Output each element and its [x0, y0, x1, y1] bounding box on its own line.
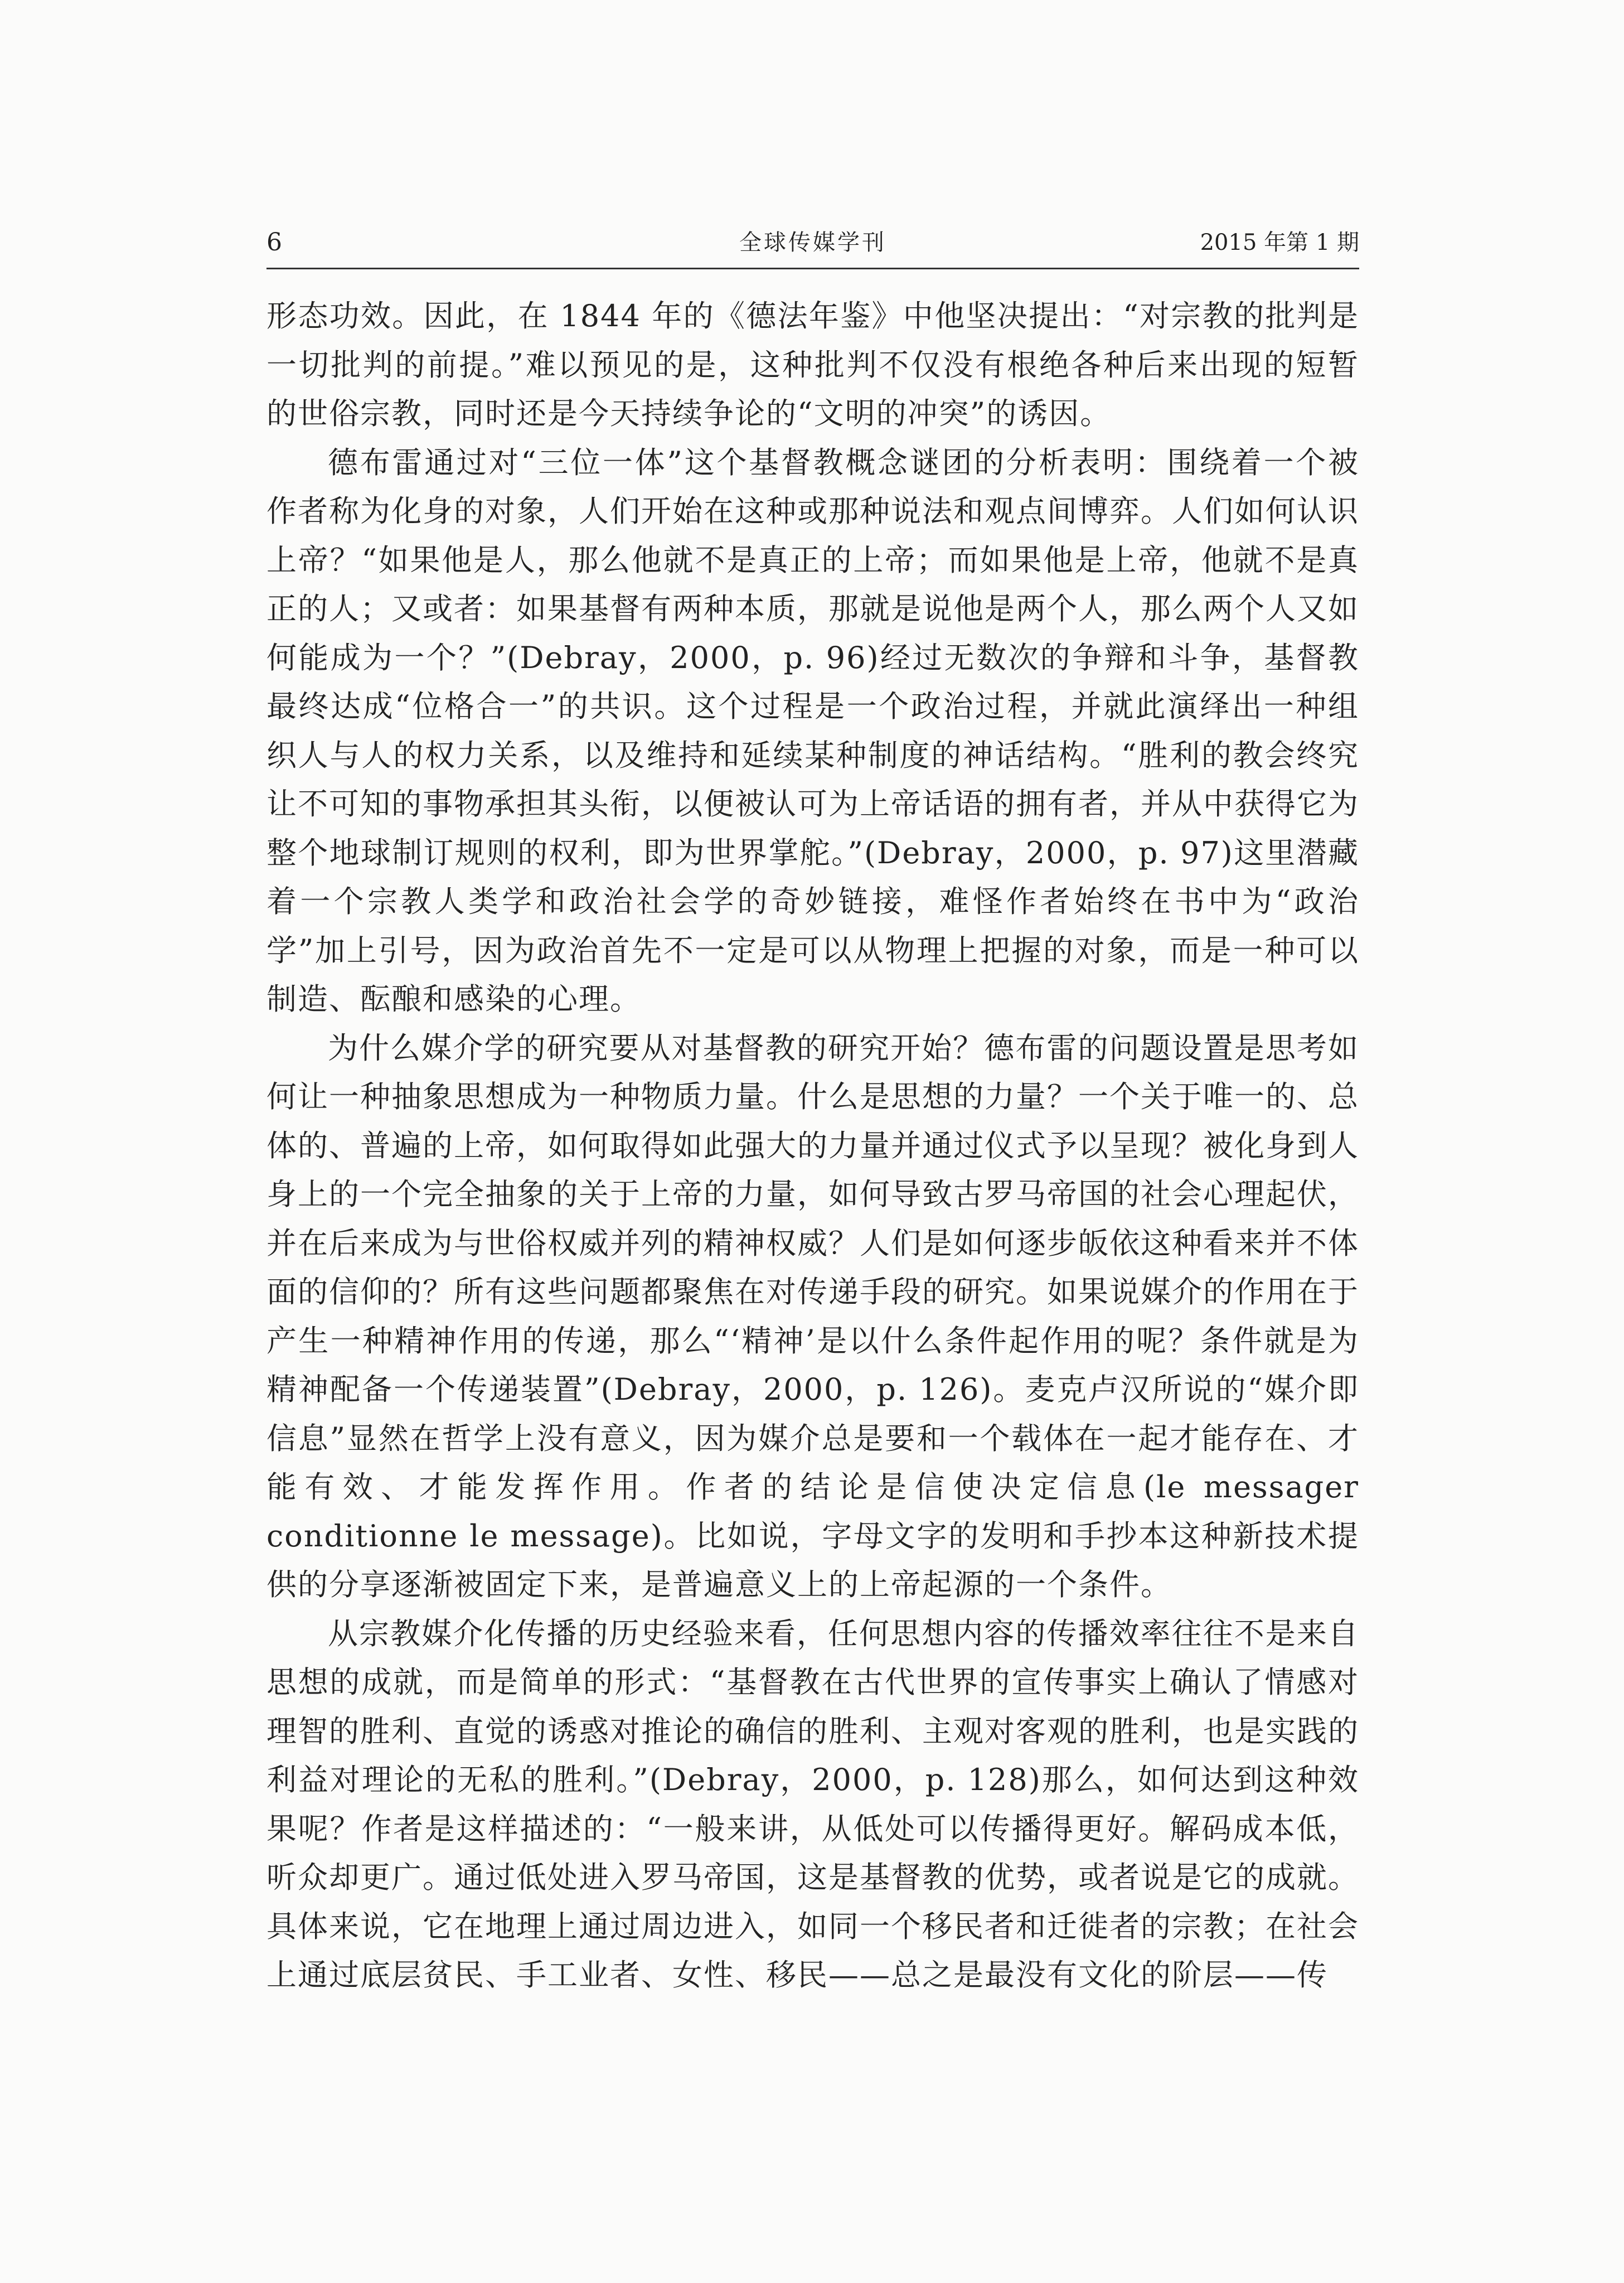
paragraph-3: 为什么媒介学的研究要从对基督教的研究开始？德布雷的问题设置是思考如何让一种抽象思想成为一种物质力量。什么是思想的力量？一个关于唯一的、总体的、普遍的上帝，如何取得如此强大的力量并通过仪式予以呈现？被化身到人身上的一个完全抽象的关于上帝的力量，如何导致古罗马帝国的社会心理起伏，并在后来成为与世俗权威并列的精神权威？人们是如何逐步皈依这种看来并不体面的信仰的？所有这些问题都聚焦在对传递手段的研究。如果说媒介的作用在于产生一种精神作用的传递，那么“‘精神’是以什么条件起作用的呢？条件就是为精神配备一个传递装置”(Debray，2000，p. 126)。麦克卢汉所说的“媒介即信息”显然在哲学上没有意义，因为媒介总是要和一个载体在一起才能存在、才能有效、才能发挥作用。作者的结论是信使决定信息(le messager conditionne le message)。比如说，字母文字的发明和手抄本这种新技术提供的分享逐渐被固定下来，是普遍意义上的上帝起源的一个条件。 — [266, 1030, 1359, 1602]
header-rule — [266, 268, 1359, 269]
document-page — [266, 223, 1359, 2000]
paragraph-1: 形态功效。因此，在 1844 年的《德法年鉴》中他坚决提出：“对宗教的批判是一切批判的前提。”难以预见的是，这种批判不仅没有根绝各种后来出现的短暂的世俗宗教，同时还是今天持续争论的“文明的冲突”的诱因。 — [266, 298, 1359, 431]
paragraph-4: 从宗教媒介化传播的历史经验来看，任何思想内容的传播效率往往不是来自思想的成就，而是简单的形式：“基督教在古代世界的宣传事实上确认了情感对理智的胜利、直觉的诱惑对推论的确信的胜利、主观对客观的胜利，也是实践的利益对理论的无私的胜利。”(Debray，2000，p. 128)那么，如何达到这种效果呢？作者是这样描述的：“一般来讲，从低处可以传播得更好。解码成本低，听众却更广。通过低处进入罗马帝国，这是基督教的优势，或者说是它的成就。具体来说，它在地理上通过周边进入，如同一个移民者和迁徙者的宗教；在社会上通过底层贫民、手工业者、女性、移民——总之是最没有文化的阶层——传 — [266, 1615, 1359, 1992]
running-head — [266, 223, 1359, 262]
journal-title: 全球传媒学刊 — [739, 230, 886, 255]
article-body — [266, 292, 1359, 2000]
issue-label: 2015 年第 1 期 — [1200, 230, 1359, 255]
page-number: 6 — [266, 228, 282, 257]
paragraph-2: 德布雷通过对“三位一体”这个基督教概念谜团的分析表明：围绕着一个被作者称为化身的对象，人们开始在这种或那种说法和观点间博弈。人们如何认识上帝？“如果他是人，那么他就不是真正的上帝；而如果他是上帝，他就不是真正的人；又或者：如果基督有两种本质，那就是说他是两个人，那么两个人又如何能成为一个？”(Debray，2000，p. 96)经过无数次的争辩和斗争，基督教最终达成“位格合一”的共识。这个过程是一个政治过程，并就此演绎出一种组织人与人的权力关系，以及维持和延续某种制度的神话结构。“胜利的教会终究让不可知的事物承担其头衔，以便被认可为上帝话语的拥有者，并从中获得它为整个地球制订规则的权利，即为世界掌舵。”(Debray，2000，p. 97)这里潜藏着一个宗教人类学和政治社会学的奇妙链接，难怪作者始终在书中为“政治学”加上引号，因为政治首先不一定是可以从物理上把握的对象，而是一种可以制造、酝酿和感染的心理。 — [266, 444, 1359, 1017]
